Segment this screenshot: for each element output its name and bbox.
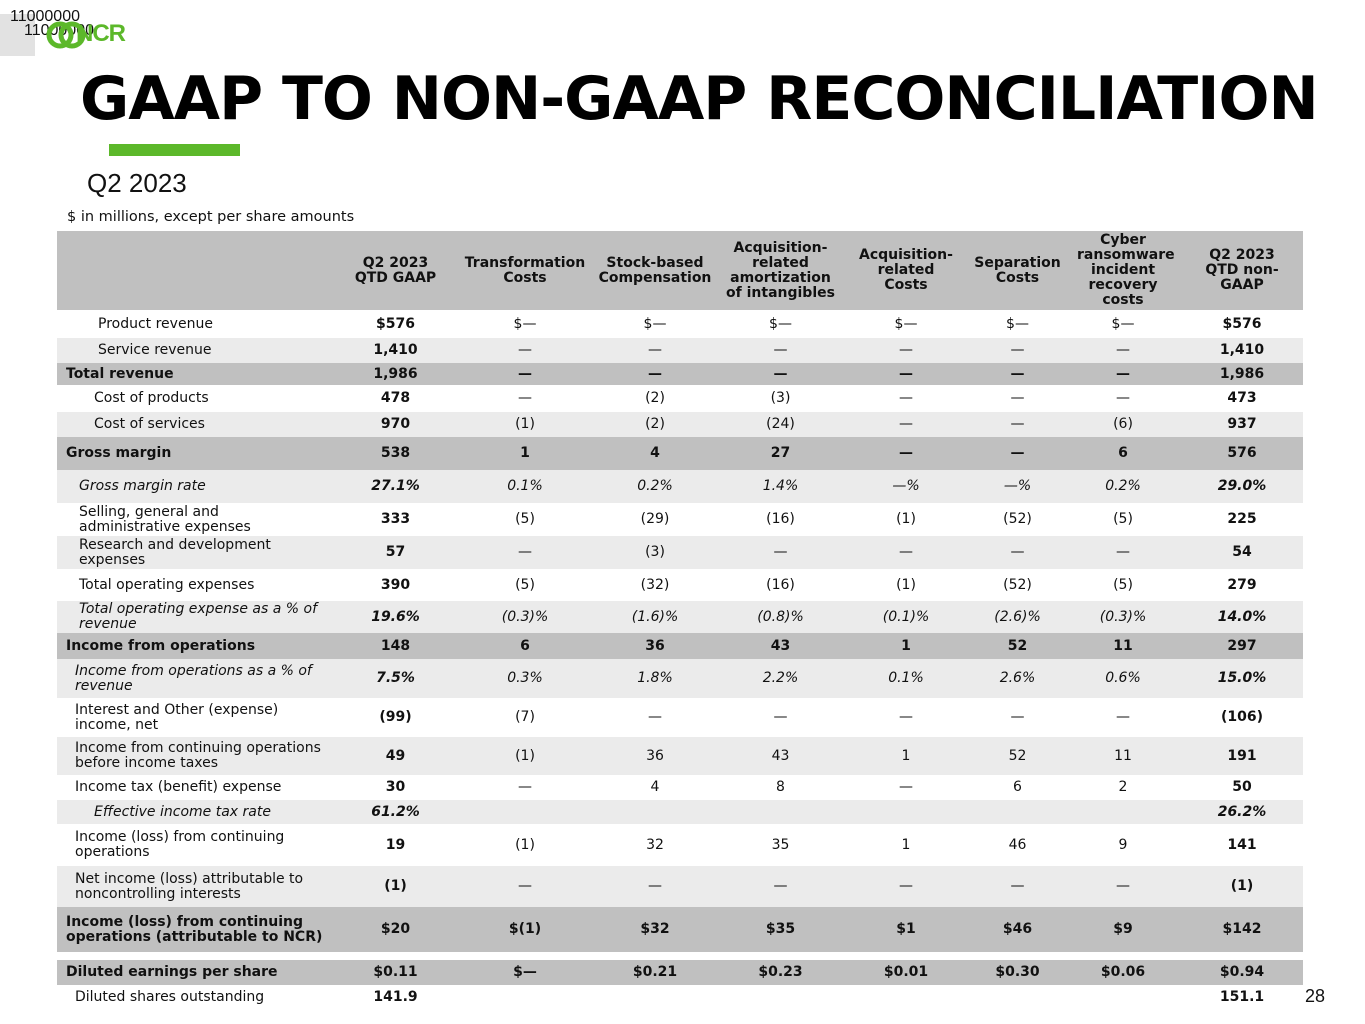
code-label-1: 11000000 (10, 8, 80, 25)
table-row (57, 907, 1303, 952)
table-cell: 225 (1181, 503, 1303, 536)
table-cell: (0.3)% (1065, 601, 1181, 633)
page-number: 28 (1304, 986, 1325, 1006)
table-cell: 1 (459, 437, 591, 470)
table-cell: $35 (719, 907, 842, 952)
row-label: Cost of services (57, 412, 332, 437)
table-cell: (3) (591, 536, 719, 569)
table-cell: 27 (719, 437, 842, 470)
table-cell: 57 (332, 536, 459, 569)
column-header: Acquisition-related Costs (842, 231, 970, 310)
table-cell: $— (970, 310, 1065, 338)
table-cell: — (970, 866, 1065, 907)
table-cell: (29) (591, 503, 719, 536)
table-cell: — (591, 363, 719, 385)
table-cell: $20 (332, 907, 459, 952)
units-note: $ in millions, except per share amounts (67, 209, 355, 225)
table-cell: 0.2% (1065, 470, 1181, 503)
row-label: Diluted shares outstanding (57, 985, 332, 1010)
table-cell: 2.6% (970, 659, 1065, 698)
table-cell: 279 (1181, 569, 1303, 601)
table-cell: 1.4% (719, 470, 842, 503)
table-cell: — (970, 698, 1065, 737)
table-cell: 43 (719, 633, 842, 659)
table-cell: 30 (332, 775, 459, 800)
table-row (57, 775, 1303, 800)
table-cell: (1.6)% (591, 601, 719, 633)
table-cell: 61.2% (332, 800, 459, 824)
table-cell: — (591, 698, 719, 737)
table-cell: 297 (1181, 633, 1303, 659)
table-cell: $0.01 (842, 960, 970, 985)
table-cell: 9 (1065, 824, 1181, 866)
table-row (57, 503, 1303, 536)
table-cell: — (459, 775, 591, 800)
table-cell: — (459, 363, 591, 385)
row-spacer (57, 952, 1303, 960)
table-cell: $— (1065, 310, 1181, 338)
table-cell: $0.23 (719, 960, 842, 985)
row-label: Income from operations (57, 633, 332, 659)
table-cell: — (591, 866, 719, 907)
table-row (57, 633, 1303, 659)
table-cell (719, 800, 842, 824)
row-label: Service revenue (57, 338, 332, 363)
table-cell: 6 (1065, 437, 1181, 470)
table-cell: 0.3% (459, 659, 591, 698)
table-row (57, 698, 1303, 737)
table-row (57, 960, 1303, 985)
table-cell: (1) (459, 737, 591, 775)
table-cell (459, 800, 591, 824)
table-cell (842, 985, 970, 1010)
table-cell: 19 (332, 824, 459, 866)
table-cell (842, 800, 970, 824)
table-cell: — (1065, 536, 1181, 569)
table-row (57, 437, 1303, 470)
table-cell: (106) (1181, 698, 1303, 737)
table-row (57, 412, 1303, 437)
table-cell: $32 (591, 907, 719, 952)
table-cell: (2) (591, 412, 719, 437)
column-header: Stock-based Compensation (591, 231, 719, 310)
table-cell: 4 (591, 437, 719, 470)
table-cell: 8 (719, 775, 842, 800)
table-cell: 141 (1181, 824, 1303, 866)
reconciliation-table (57, 231, 1303, 1010)
row-label: Total operating expenses (57, 569, 332, 601)
table-cell: (2) (591, 385, 719, 412)
table-cell: 32 (591, 824, 719, 866)
table-cell: — (842, 385, 970, 412)
table-cell: 937 (1181, 412, 1303, 437)
table-cell (1065, 800, 1181, 824)
table-cell: — (970, 363, 1065, 385)
table-cell: —% (970, 470, 1065, 503)
table-cell: $46 (970, 907, 1065, 952)
table-cell: — (591, 338, 719, 363)
table-cell: (6) (1065, 412, 1181, 437)
table-cell: — (719, 698, 842, 737)
column-header: Transformation Costs (459, 231, 591, 310)
table-cell: (1) (1181, 866, 1303, 907)
table-cell: $— (459, 310, 591, 338)
table-cell: 52 (970, 737, 1065, 775)
row-label: Effective income tax rate (57, 800, 332, 824)
row-label: Income tax (benefit) expense (57, 775, 332, 800)
page-title: GAAP TO NON-GAAP RECONCILIATION (80, 64, 1318, 134)
table-cell: 1,410 (332, 338, 459, 363)
table-cell: $(1) (459, 907, 591, 952)
table-cell: 1,410 (1181, 338, 1303, 363)
row-label: Income (loss) from continuing operations (attributable to NCR) (57, 907, 332, 952)
table-cell: — (970, 412, 1065, 437)
table-cell: 473 (1181, 385, 1303, 412)
table-cell: 970 (332, 412, 459, 437)
table-cell: 27.1% (332, 470, 459, 503)
table-cell: 538 (332, 437, 459, 470)
table-cell: — (842, 412, 970, 437)
table-cell: $1 (842, 907, 970, 952)
table-cell: (16) (719, 503, 842, 536)
table-cell: —% (842, 470, 970, 503)
table-cell: $— (459, 960, 591, 985)
table-cell: 11 (1065, 737, 1181, 775)
table-cell: 333 (332, 503, 459, 536)
table-cell: (16) (719, 569, 842, 601)
row-label: Research and development expenses (57, 536, 332, 569)
table-cell: (0.3)% (459, 601, 591, 633)
table-cell: (1) (459, 412, 591, 437)
table-cell (1065, 985, 1181, 1010)
table-cell: (1) (459, 824, 591, 866)
row-label: Total operating expense as a % of revenue (57, 601, 332, 633)
table-cell: $142 (1181, 907, 1303, 952)
table-header-row (57, 231, 1303, 310)
table-cell: (52) (970, 503, 1065, 536)
table-cell: 49 (332, 737, 459, 775)
table-cell (970, 800, 1065, 824)
table-cell: (1) (332, 866, 459, 907)
table-cell (459, 985, 591, 1010)
logo-wordmark: NCR (76, 20, 125, 47)
table-cell: — (842, 437, 970, 470)
column-header (57, 231, 332, 310)
table-cell: 29.0% (1181, 470, 1303, 503)
table-cell (719, 985, 842, 1010)
table-cell: (5) (459, 569, 591, 601)
table-cell: $9 (1065, 907, 1181, 952)
table-cell: (2.6)% (970, 601, 1065, 633)
table-cell: 1 (842, 824, 970, 866)
table-cell: 14.0% (1181, 601, 1303, 633)
table-row (57, 363, 1303, 385)
table-cell: 54 (1181, 536, 1303, 569)
table-row (57, 470, 1303, 503)
table-cell: (1) (842, 503, 970, 536)
table-cell: (24) (719, 412, 842, 437)
table-cell: (1) (842, 569, 970, 601)
table-row (57, 569, 1303, 601)
table-row (57, 310, 1303, 338)
table-cell: 50 (1181, 775, 1303, 800)
period-subtitle: Q2 2023 (87, 168, 187, 198)
table-cell: $0.21 (591, 960, 719, 985)
column-header: Q2 2023 QTD GAAP (332, 231, 459, 310)
table-cell: 148 (332, 633, 459, 659)
table-cell: 576 (1181, 437, 1303, 470)
table-cell: 1.8% (591, 659, 719, 698)
table-cell: 141.9 (332, 985, 459, 1010)
table-cell: — (842, 363, 970, 385)
code-label-2: 11000000 (24, 22, 94, 39)
table-cell: 0.1% (459, 470, 591, 503)
table-row (57, 800, 1303, 824)
row-label: Net income (loss) attributable to noncontrolling interests (57, 866, 332, 907)
table-cell: — (459, 866, 591, 907)
table-cell: 1 (842, 633, 970, 659)
table-cell: — (842, 866, 970, 907)
table-cell: — (719, 338, 842, 363)
table-cell: 36 (591, 633, 719, 659)
table-cell: 478 (332, 385, 459, 412)
table-cell: — (970, 385, 1065, 412)
row-label: Income from continuing operations before income taxes (57, 737, 332, 775)
table-cell: (0.8)% (719, 601, 842, 633)
table-cell: — (1065, 385, 1181, 412)
row-label: Gross margin rate (57, 470, 332, 503)
table-cell: — (719, 866, 842, 907)
table-cell: $0.06 (1065, 960, 1181, 985)
table-cell: — (719, 363, 842, 385)
table-cell: — (719, 536, 842, 569)
table-row (57, 866, 1303, 907)
column-header: Q2 2023 QTD non-GAAP (1181, 231, 1303, 310)
row-label: Product revenue (57, 310, 332, 338)
table-cell: 46 (970, 824, 1065, 866)
table-cell: — (459, 385, 591, 412)
table-cell: — (459, 536, 591, 569)
table-cell: 7.5% (332, 659, 459, 698)
table-cell: 2 (1065, 775, 1181, 800)
table-cell: 1,986 (1181, 363, 1303, 385)
table-cell (591, 800, 719, 824)
table-cell: 0.6% (1065, 659, 1181, 698)
table-row (57, 338, 1303, 363)
table-cell: (5) (1065, 503, 1181, 536)
table-cell: 11 (1065, 633, 1181, 659)
table-cell: 35 (719, 824, 842, 866)
column-header: Separation Costs (970, 231, 1065, 310)
table-cell: 15.0% (1181, 659, 1303, 698)
table-row (57, 737, 1303, 775)
table-cell: 2.2% (719, 659, 842, 698)
table-cell: 52 (970, 633, 1065, 659)
table-cell: $0.11 (332, 960, 459, 985)
table-cell: 390 (332, 569, 459, 601)
table-cell: — (842, 698, 970, 737)
table-cell: $576 (332, 310, 459, 338)
table-cell: (7) (459, 698, 591, 737)
table-cell: 0.2% (591, 470, 719, 503)
column-header: Cyber ransomware incident recovery costs (1065, 231, 1181, 310)
table-cell: 19.6% (332, 601, 459, 633)
table-cell: $— (719, 310, 842, 338)
table-cell: (5) (1065, 569, 1181, 601)
title-accent-bar (109, 144, 240, 156)
table-cell: — (842, 338, 970, 363)
row-label: Diluted earnings per share (57, 960, 332, 985)
table-row (57, 601, 1303, 633)
row-label: Income (loss) from continuing operations (57, 824, 332, 866)
table-cell: (32) (591, 569, 719, 601)
table-row (57, 385, 1303, 412)
table-cell: 43 (719, 737, 842, 775)
table-cell: $— (591, 310, 719, 338)
table-cell: — (842, 536, 970, 569)
table-cell: — (842, 775, 970, 800)
table-cell (970, 985, 1065, 1010)
table-cell: 1,986 (332, 363, 459, 385)
table-cell: — (1065, 363, 1181, 385)
column-header: Acquisition-related amortization of intangibles (719, 231, 842, 310)
row-label: Total revenue (57, 363, 332, 385)
table-cell: — (1065, 698, 1181, 737)
table-cell: 6 (970, 775, 1065, 800)
table-cell: $— (842, 310, 970, 338)
table-row (57, 659, 1303, 698)
table-row (57, 985, 1303, 1010)
table-cell: $0.94 (1181, 960, 1303, 985)
table-cell: (99) (332, 698, 459, 737)
row-label: Income from operations as a % of revenue (57, 659, 332, 698)
table-cell: — (459, 338, 591, 363)
table-cell: 191 (1181, 737, 1303, 775)
table-cell: — (970, 338, 1065, 363)
table-cell: (0.1)% (842, 601, 970, 633)
table-cell: — (1065, 338, 1181, 363)
table-cell: (52) (970, 569, 1065, 601)
table-cell: 1 (842, 737, 970, 775)
table-cell: (3) (719, 385, 842, 412)
row-label: Cost of products (57, 385, 332, 412)
table-cell: 36 (591, 737, 719, 775)
table-cell: $0.30 (970, 960, 1065, 985)
row-label: Interest and Other (expense) income, net (57, 698, 332, 737)
table-cell: 26.2% (1181, 800, 1303, 824)
table-row (57, 536, 1303, 569)
table-cell: 4 (591, 775, 719, 800)
row-label: Gross margin (57, 437, 332, 470)
row-label: Selling, general and administrative expenses (57, 503, 332, 536)
table-cell: 151.1 (1181, 985, 1303, 1010)
table-cell: — (970, 536, 1065, 569)
table-cell: — (1065, 866, 1181, 907)
table-cell: 6 (459, 633, 591, 659)
table-cell: 0.1% (842, 659, 970, 698)
table-cell: — (970, 437, 1065, 470)
table-cell: $576 (1181, 310, 1303, 338)
table-cell (591, 985, 719, 1010)
table-row (57, 824, 1303, 866)
table-cell: (5) (459, 503, 591, 536)
